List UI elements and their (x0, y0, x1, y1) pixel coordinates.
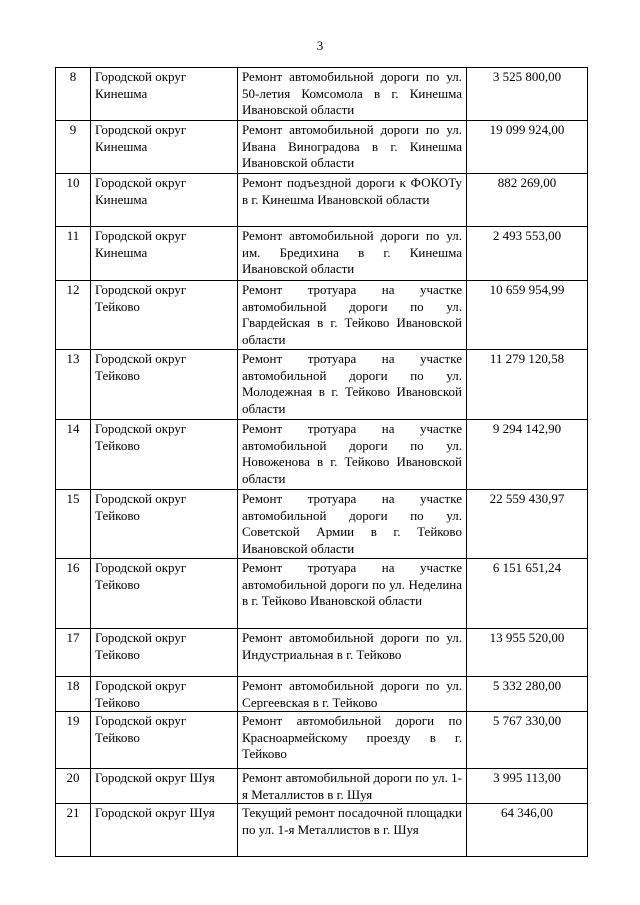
amount-cell-text: 64 346,00 (501, 805, 553, 820)
amount-cell (467, 420, 588, 490)
amount-cell (467, 804, 588, 857)
amount-cell (467, 227, 588, 281)
municipality-cell-text: Городской округ Шуя (95, 805, 215, 820)
description-cell (238, 121, 467, 174)
table-row (56, 677, 588, 712)
page-number: 3 (316, 38, 324, 53)
description-cell-text: Ремонт автомобильной дороги по ул. 50-летия Комсомола в г. Кинешма Ивановской области (242, 69, 462, 117)
description-cell (238, 68, 467, 121)
amount-cell (467, 174, 588, 227)
municipality-cell-text: Городской округ Тейково (95, 282, 187, 314)
table-row (56, 769, 588, 804)
table-row (56, 629, 588, 677)
row-number-text: 13 (66, 351, 80, 366)
row-number-text: 15 (66, 491, 80, 506)
description-cell (238, 677, 467, 712)
description-cell (238, 804, 467, 857)
description-cell-text: Ремонт тротуара на участке автомобильной дороги по ул. Гвардейская в г. Тейково Ивановской области (242, 282, 462, 347)
municipality-cell (91, 490, 238, 559)
row-number (56, 769, 91, 804)
description-cell-text: Ремонт автомобильной дороги по Красноармейскому проезду в г. Тейково (242, 713, 462, 761)
description-cell (238, 227, 467, 281)
row-number (56, 350, 91, 420)
description-cell (238, 490, 467, 559)
amount-cell (467, 677, 588, 712)
description-cell (238, 769, 467, 804)
amount-cell (467, 629, 588, 677)
table-body (56, 68, 588, 857)
amount-cell-text: 22 559 430,97 (489, 491, 565, 506)
description-cell-text: Ремонт автомобильной дороги по ул. Ивана Виноградова в г. Кинешма Ивановской области (242, 122, 462, 170)
road-repair-table (55, 67, 588, 857)
row-number (56, 629, 91, 677)
municipality-cell (91, 227, 238, 281)
description-cell (238, 281, 467, 350)
table-row (56, 68, 588, 121)
description-cell (238, 629, 467, 677)
municipality-cell (91, 769, 238, 804)
description-cell (238, 712, 467, 769)
amount-cell (467, 281, 588, 350)
municipality-cell-text: Городской округ Тейково (95, 351, 187, 383)
municipality-cell-text: Городской округ Тейково (95, 678, 187, 710)
table-row (56, 227, 588, 281)
table-row (56, 559, 588, 629)
amount-cell-text: 11 279 120,58 (489, 351, 565, 366)
municipality-cell (91, 559, 238, 629)
municipality-cell-text: Городской округ Тейково (95, 421, 187, 453)
municipality-cell-text: Городской округ Тейково (95, 713, 187, 745)
amount-cell-text: 9 294 142,90 (492, 421, 562, 436)
description-cell (238, 559, 467, 629)
row-number (56, 420, 91, 490)
amount-cell-text: 13 955 520,00 (489, 630, 565, 645)
amount-cell-text: 6 151 651,24 (492, 560, 562, 575)
amount-cell-text: 19 099 924,00 (489, 122, 565, 137)
description-cell-text: Ремонт тротуара на участке автомобильной дороги по ул. Неделина в г. Тейково Ивановской области (242, 560, 462, 608)
row-number-text: 12 (66, 282, 80, 297)
table-row (56, 121, 588, 174)
municipality-cell (91, 350, 238, 420)
description-cell-text: Ремонт автомобильной дороги по ул. Сергеевская в г. Тейково (242, 678, 462, 710)
row-number-text: 11 (66, 228, 80, 243)
description-cell-text: Ремонт тротуара на участке автомобильной дороги по ул. Молодежная в г. Тейково Ивановской области (242, 351, 462, 416)
row-number-text: 19 (66, 713, 80, 728)
row-number (56, 490, 91, 559)
amount-cell-text: 10 659 954,99 (489, 282, 565, 297)
description-cell-text: Ремонт тротуара на участке автомобильной дороги по ул. Советской Армии в г. Тейково Ивановской области (242, 491, 462, 556)
amount-cell-text: 3 525 800,00 (492, 69, 562, 84)
municipality-cell-text: Городской округ Кинешма (95, 69, 187, 101)
row-number-text: 8 (69, 69, 77, 84)
amount-cell (467, 68, 588, 121)
municipality-cell-text: Городской округ Шуя (95, 770, 215, 785)
row-number (56, 281, 91, 350)
row-number (56, 712, 91, 769)
amount-cell-text: 2 493 553,00 (492, 228, 562, 243)
municipality-cell-text: Городской округ Кинешма (95, 122, 187, 154)
description-cell-text: Ремонт тротуара на участке автомобильной дороги по ул. Новоженова в г. Тейково Ивановской области (242, 421, 462, 486)
municipality-cell (91, 712, 238, 769)
municipality-cell-text: Городской округ Тейково (95, 560, 187, 592)
row-number-text: 9 (69, 122, 77, 137)
row-number-text: 20 (66, 770, 80, 785)
municipality-cell (91, 68, 238, 121)
municipality-cell (91, 174, 238, 227)
municipality-cell (91, 804, 238, 857)
municipality-cell (91, 677, 238, 712)
amount-cell-text: 5 332 280,00 (492, 678, 562, 693)
amount-cell-text: 5 767 330,00 (492, 713, 562, 728)
row-number (56, 677, 91, 712)
municipality-cell (91, 281, 238, 350)
description-cell-text: Ремонт автомобильной дороги по ул. им. Бредихина в г. Кинешма Ивановской области (242, 228, 462, 276)
row-number (56, 174, 91, 227)
municipality-cell (91, 420, 238, 490)
municipality-cell-text: Городской округ Тейково (95, 491, 187, 523)
row-number-text: 16 (66, 560, 80, 575)
municipality-cell (91, 629, 238, 677)
municipality-cell-text: Городской округ Кинешма (95, 228, 187, 260)
row-number (56, 68, 91, 121)
description-cell-text: Ремонт автомобильной дороги по ул. 1-я Металлистов в г. Шуя (242, 770, 462, 802)
row-number (56, 559, 91, 629)
table-row (56, 281, 588, 350)
description-cell (238, 420, 467, 490)
table-row (56, 174, 588, 227)
municipality-cell-text: Городской округ Тейково (95, 630, 187, 662)
description-cell (238, 174, 467, 227)
amount-cell (467, 712, 588, 769)
amount-cell (467, 121, 588, 174)
amount-cell (467, 559, 588, 629)
description-cell (238, 350, 467, 420)
amount-cell-text: 882 269,00 (497, 175, 557, 190)
municipality-cell (91, 121, 238, 174)
table-row (56, 420, 588, 490)
row-number (56, 121, 91, 174)
description-cell-text: Текущий ремонт посадочной площадки по ул. 1-я Металлистов в г. Шуя (242, 805, 462, 837)
row-number-text: 14 (66, 421, 80, 436)
amount-cell (467, 350, 588, 420)
row-number-text: 21 (66, 805, 80, 820)
table-row (56, 804, 588, 857)
row-number (56, 804, 91, 857)
table-row (56, 490, 588, 559)
row-number (56, 227, 91, 281)
table-row (56, 350, 588, 420)
row-number-text: 18 (66, 678, 80, 693)
description-cell-text: Ремонт автомобильной дороги по ул. Индустриальная в г. Тейково (242, 630, 462, 662)
table-row (56, 712, 588, 769)
description-cell-text: Ремонт подъездной дороги к ФОКОТу в г. Кинешма Ивановской области (242, 175, 462, 207)
row-number-text: 17 (66, 630, 80, 645)
amount-cell-text: 3 995 113,00 (493, 770, 561, 785)
row-number-text: 10 (66, 175, 80, 190)
amount-cell (467, 490, 588, 559)
municipality-cell-text: Городской округ Кинешма (95, 175, 187, 207)
amount-cell (467, 769, 588, 804)
